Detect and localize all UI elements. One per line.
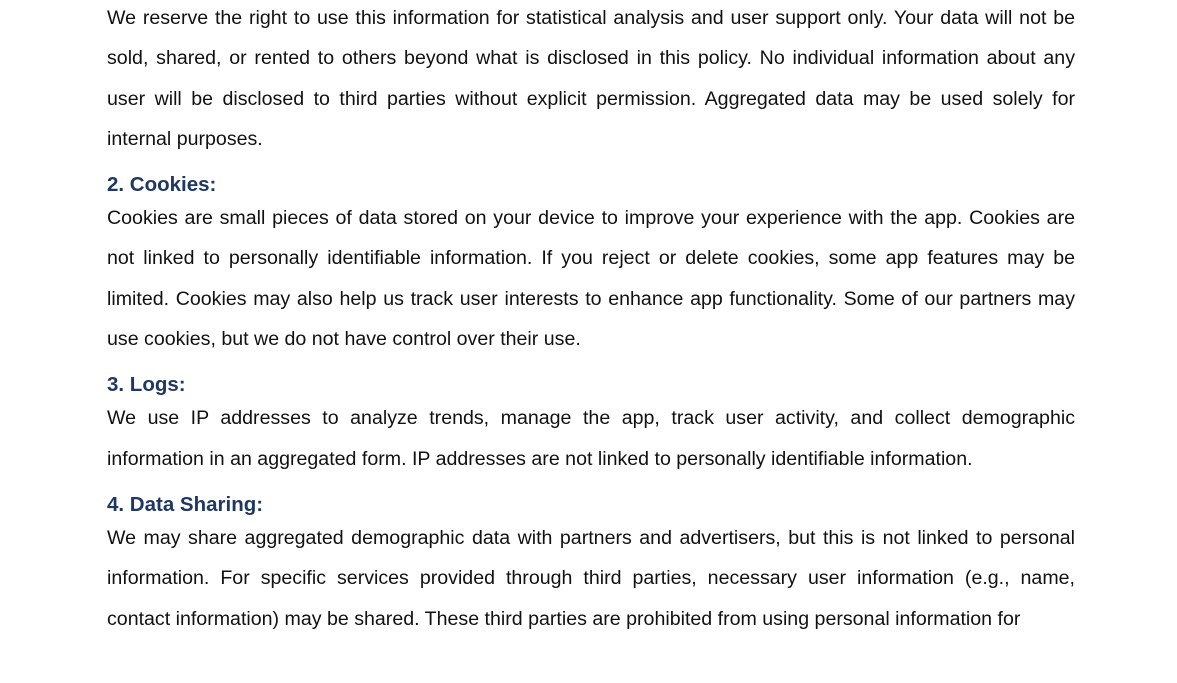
section-paragraph-logs: We use IP addresses to analyze trends, manage the app, track user activity, and collect demographic information in an aggregated form. IP addresses are not linked to personally identifiable information. [107, 407, 1075, 470]
section-heading-logs: 3. Logs: [107, 373, 186, 397]
section-heading-cookies: 2. Cookies: [107, 173, 217, 197]
policy-document [107, 0, 1075, 639]
section-paragraph-data-sharing: We may share aggregated demographic data with partners and advertisers, but this is not linked to personal information. For specific services provided through third parties, necessary user information (e.g., name, contact information) may be shared. These third parties are prohibited from using personal information for [107, 526, 1075, 630]
intro-paragraph: We reserve the right to use this information for statistical analysis and user support only. Your data will not be sold, shared, or rented to others beyond what is disclosed in this policy. No individual information about any user will be disclosed to third parties without explicit permission. Aggregated data may be used solely for internal purposes. [107, 7, 1075, 150]
section-heading-data-sharing: 4. Data Sharing: [107, 492, 264, 516]
section-paragraph-cookies: Cookies are small pieces of data stored on your device to improve your experience with the app. Cookies are not linked to personally identifiable information. If you reject or delete cookies, some app features may be limited. Cookies may also help us track user interests to enhance app functionality. Some of our partners may use cookies, but we do not have control over their use. [107, 207, 1075, 351]
